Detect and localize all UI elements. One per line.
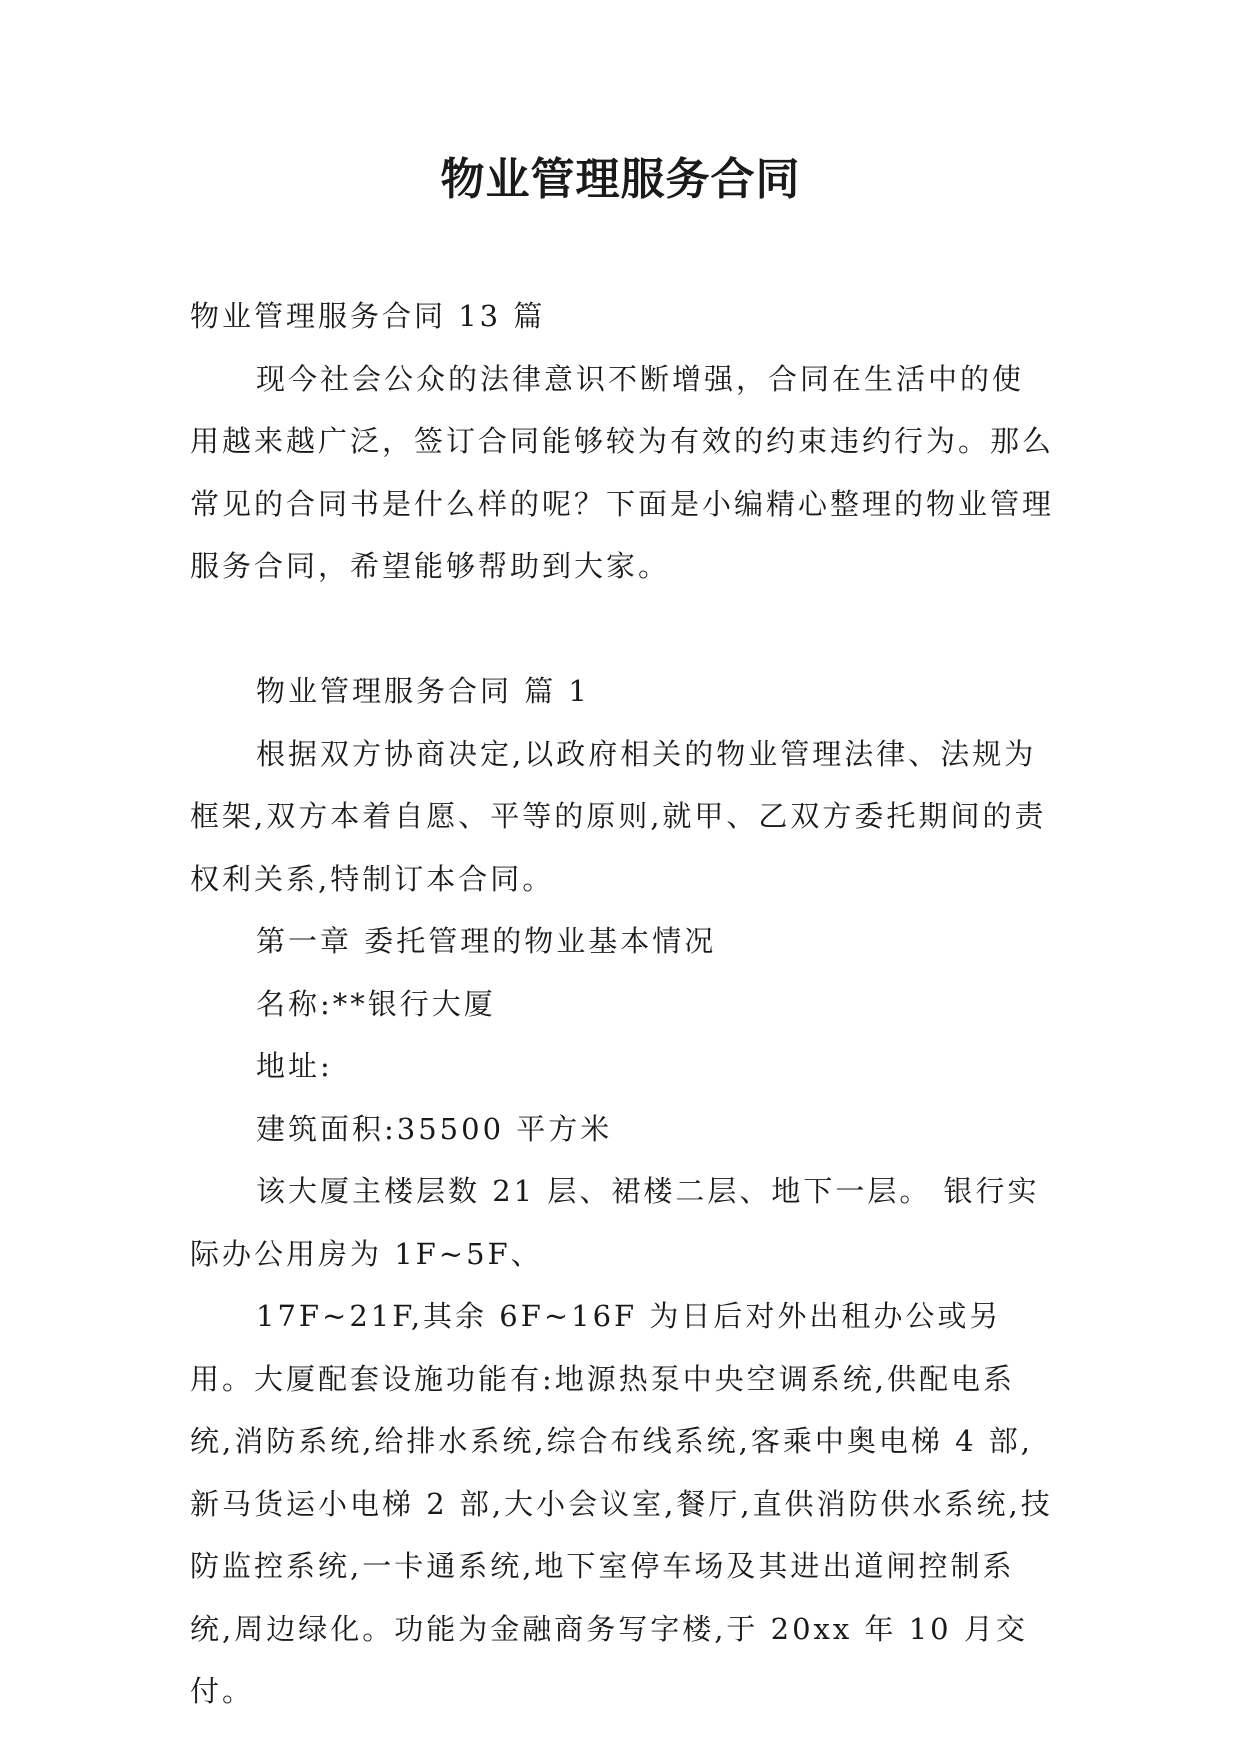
section-heading: 物业管理服务合同 篇 1 [256,674,590,708]
facilities-paragraph: 17F~21F,其余 6F~16F 为日后对外出租办公或另用。大厦配套设施功能有:地源热泵中央空调系统,供配电系统,消防系统,给排水系统,综合布线系统,客乘中奥电梯 4 部,新马货运小电梯 2 部,大小会议室,餐厅,直供消防供水系统,技防监控系统,一卡通系统,地下室停车场及其进出道闸控制系统,周边绿化。功能为金融商务写字楼,于 20xx 年 10 月交付。 [190,1299,1053,1708]
property-name-line: 名称:**银行大厦 [256,986,496,1021]
blank-line [190,598,1055,661]
property-address-line: 地址: [256,1049,333,1083]
document-body [190,285,1055,1723]
property-area-line: 建筑面积:35500 平方米 [256,1111,613,1146]
basis-paragraph: 根据双方协商决定,以政府相关的物业管理法律、法规为框架,双方本着自愿、平等的原则,就甲、乙双方委托期间的责权利关系,特制订本合同。 [190,736,1047,896]
document-subtitle: 物业管理服务合同 13 篇 [190,299,546,333]
floors-paragraph: 该大厦主楼层数 21 层、裙楼二层、地下一层。 银行实际办公用房为 1F~5F、 [190,1174,1040,1271]
intro-paragraph: 现今社会公众的法律意识不断增强，合同在生活中的使用越来越广泛，签订合同能够较为有效的约束违约行为。那么常见的合同书是什么样的呢？下面是小编精心整理的物业管理服务合同，希望能够帮助到大家。 [190,361,1055,583]
document-title: 物业管理服务合同 [440,154,801,205]
chapter-heading: 第一章 委托管理的物业基本情况 [256,924,717,958]
